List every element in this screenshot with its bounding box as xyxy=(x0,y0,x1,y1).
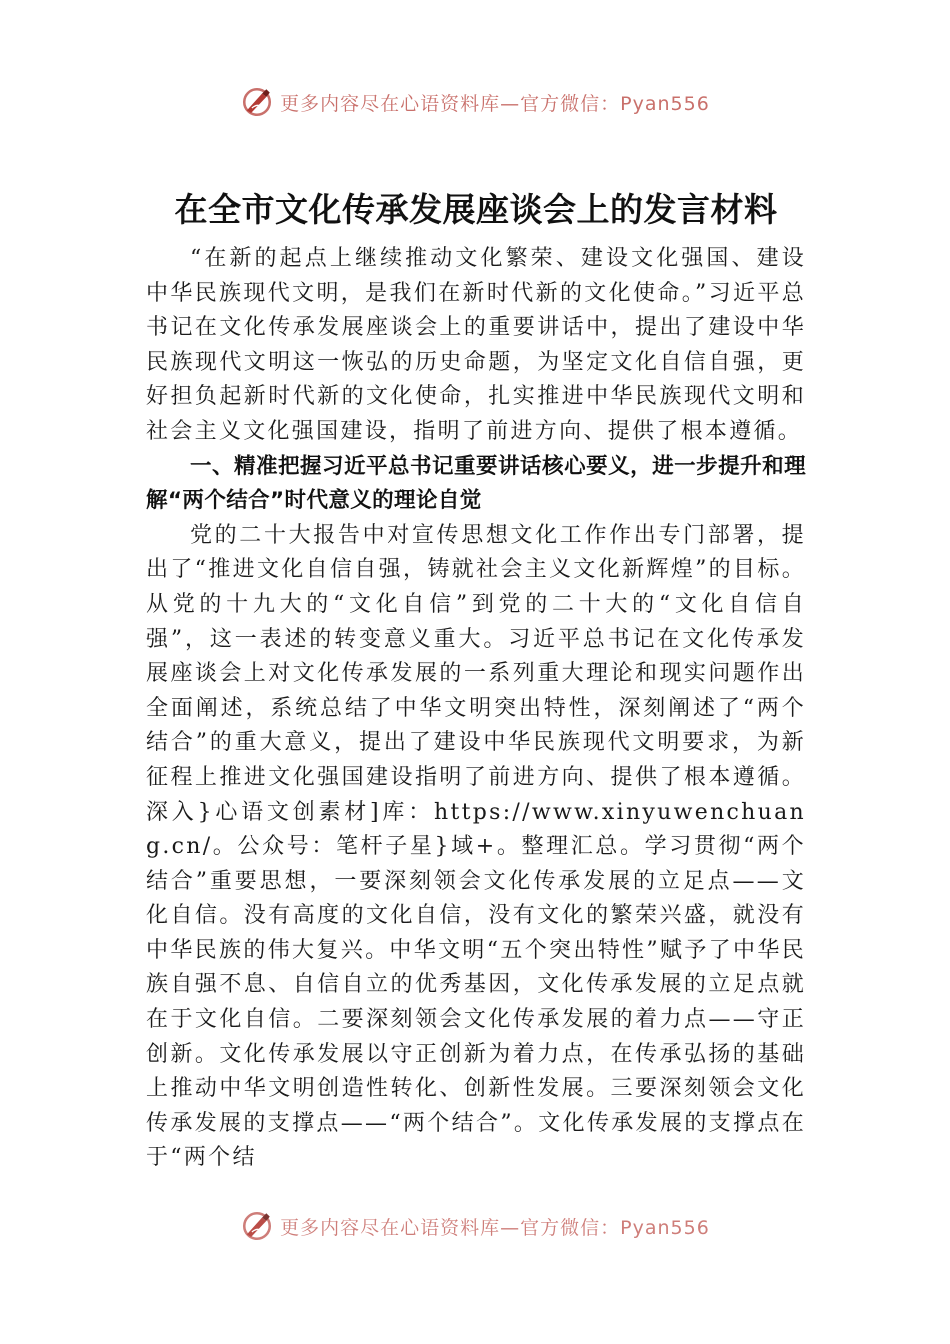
watermark-text: 更多内容尽在心语资料库—官方微信：Pyan556 xyxy=(280,1216,710,1239)
watermark-banner-top xyxy=(0,82,950,122)
pen-logo-icon xyxy=(240,85,274,119)
pen-logo-icon xyxy=(240,1209,274,1243)
intro-paragraph: “在新的起点上继续推动文化繁荣、建设文化强国、建设中华民族现代文明，是我们在新时代新的文化使命。”习近平总书记在文化传承发展座谈会上的重要讲话中，提出了建设中华民族现代文明这一恢弘的历史命题，为坚定文化自信自强，更好担负起新时代新的文化使命，扎实推进中华民族现代文明和社会主义文化强国建设，指明了前进方向、提供了根本遵循。 xyxy=(146,246,806,444)
watermark-text: 更多内容尽在心语资料库—官方微信：Pyan556 xyxy=(280,92,710,115)
document-text-area xyxy=(146,242,806,1206)
document-body xyxy=(146,184,806,1206)
document-title: 在全市文化传承发展座谈会上的发言材料 xyxy=(174,190,778,229)
watermark-banner-bottom xyxy=(0,1206,950,1246)
section-1-paragraph: 党的二十大报告中对宣传思想文化工作作出专门部署，提出了“推进文化自信自强，铸就社会主义文化新辉煌”的目标。从党的十九大的“文化自信”到党的二十大的“文化自信自强”，这一表述的转变意义重大。习近平总书记在文化传承发展座谈会上对文化传承发展的一系列重大理论和现实问题作出全面阐述，系统总结了中华文明突出特性，深刻阐述了“两个结合”的重大意义，提出了建设中华民族现代文明要求，为新征程上推进文化强国建设指明了前进方向、提供了根本遵循。深入}心语文创素材]库：https://www.xinyuwenchuang.cn/。公众号：笔杆子星}域+。整理汇总。学习贯彻“两个结合”重要思想，一要深刻领会文化传承发展的立足点——文化自信。没有高度的文化自信，没有文化的繁荣兴盛，就没有中华民族的伟大复兴。中华文明“五个突出特性”赋予了中华民族自强不息、自信自立的优秀基因，文化传承发展的立足点就在于文化自信。二要深刻领会文化传承发展的着力点——守正创新。文化传承发展以守正创新为着力点，在传承弘扬的基础上推动中华文明创造性转化、创新性发展。三要深刻领会文化传承发展的支撑点——“两个结合”。文化传承发展的支撑点在于“两个结 xyxy=(146,522,806,1171)
section-heading-1: 一、精准把握习近平总书记重要讲话核心要义，进一步提升和理解“两个结合”时代意义的理论自觉 xyxy=(146,453,806,514)
